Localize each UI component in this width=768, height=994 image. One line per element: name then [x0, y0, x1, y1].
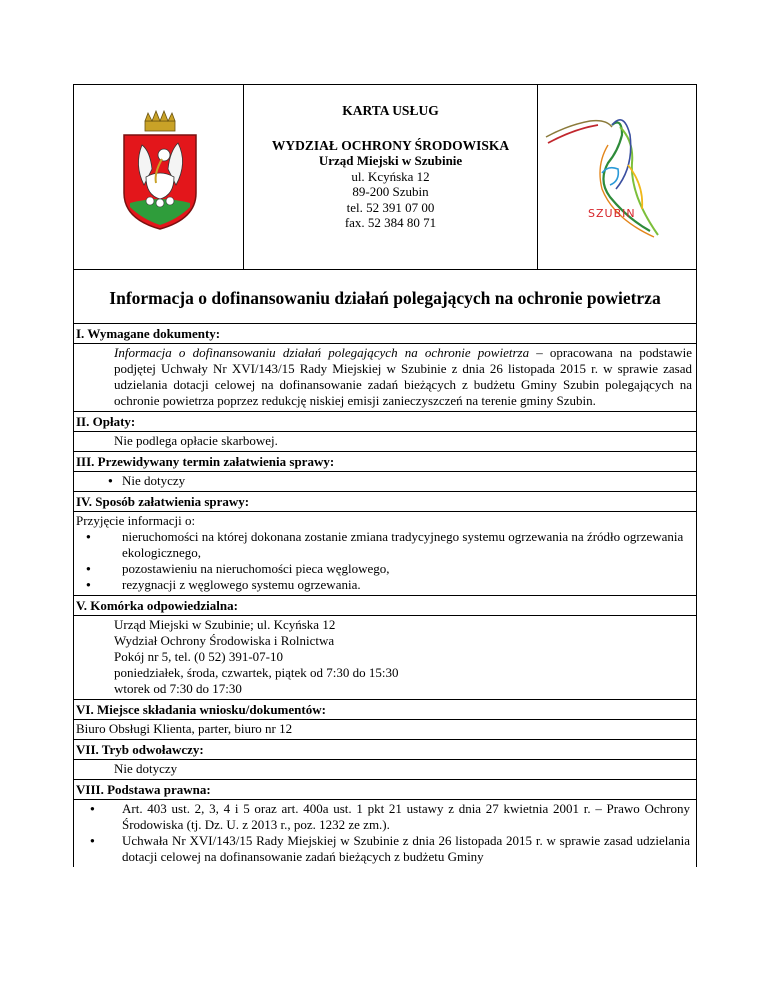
section-7-heading: VII. Tryb odwoławczy:: [76, 742, 204, 757]
fax-number: fax. 52 384 80 71: [344, 215, 437, 230]
section-4-heading-cell: [74, 492, 697, 512]
department-name: WYDZIAŁ OCHRONY ŚRODOWISKA: [271, 137, 510, 153]
office-name: Urząd Miejski w Szubinie: [318, 153, 463, 168]
list-item: ● pozostawieniu na nieruchomości pieca węglowego,: [76, 561, 692, 577]
section-5-body-cell: [74, 616, 697, 700]
section-4-list: [76, 529, 692, 593]
section-6-body: Biuro Obsługi Klienta, parter, biuro nr 12: [76, 721, 293, 736]
section-3-list: [98, 473, 692, 489]
section-2-body: Nie podlega opłacie skarbowej.: [114, 433, 278, 448]
postal-address: 89-200 Szubin: [352, 184, 429, 199]
section-6-body-cell: [74, 720, 697, 740]
section-8-heading-cell: [74, 780, 697, 800]
contact-line: wtorek od 7:30 do 17:30: [114, 681, 242, 696]
section-6-heading: VI. Miejsce składania wniosku/dokumentów:: [76, 702, 326, 717]
section-4-body-cell: [74, 512, 697, 596]
card-title: KARTA USŁUG: [342, 103, 439, 118]
section-8-body-cell: [74, 800, 697, 868]
contact-line: Urząd Miejski w Szubinie; ul. Kcyńska 12: [114, 617, 336, 632]
coat-of-arms-icon: [74, 85, 244, 264]
service-card: [73, 84, 696, 867]
list-item: ● Art. 403 ust. 2, 3, 4 i 5 oraz art. 400a ust. 1 pkt 21 ustawy z dnia 27 kwietnia 2001 r. – Prawo Ochrony Środowiska (tj. Dz. U. z 2013 r., poz. 1232 ze zm.).: [76, 801, 690, 833]
section-3-body-cell: [74, 472, 697, 492]
section-5-heading: V. Komórka odpowiedzialna:: [76, 598, 238, 613]
main-title-cell: [74, 270, 697, 324]
list-item: ● Uchwała Nr XVI/143/15 Rady Miejskiej w Szubinie z dnia 26 listopada 2015 r. w sprawie zasad udzielania dotacji celowej na dofinansowanie zadań bieżących z budżetu Gminy: [76, 833, 690, 865]
list-item: ● rezygnacji z węglowego systemu ogrzewania.: [76, 577, 692, 593]
szubin-logo-text: SZUBIN: [588, 207, 636, 220]
section-1-heading-cell: [74, 324, 697, 344]
section-3-heading: III. Przewidywany termin załatwienia sprawy:: [76, 454, 335, 469]
contact-line: Wydział Ochrony Środowiska i Rolnictwa: [114, 633, 335, 648]
page-title: Informacja o dofinansowaniu działań polegających na ochronie powietrza: [109, 288, 661, 308]
section-2-heading-cell: [74, 412, 697, 432]
section-8-list: [76, 801, 690, 865]
section-5-body: [74, 616, 696, 699]
section-2-body-cell: [74, 432, 697, 452]
section-8-heading: VIII. Podstawa prawna:: [76, 782, 211, 797]
street-address: ul. Kcyńska 12: [351, 168, 430, 184]
section-5-heading-cell: [74, 596, 697, 616]
section-1-heading: I. Wymagane dokumenty:: [76, 326, 221, 341]
section-1-body: [74, 344, 696, 411]
section-1-italic-title: Informacja o dofinansowaniu działań polegających na ochronie powietrza: [114, 345, 530, 360]
header-text-cell: [244, 85, 538, 270]
list-item: ● Nie dotyczy: [98, 473, 692, 489]
card-table: [73, 84, 697, 867]
contact-line: poniedziałek, środa, czwartek, piątek od 7:30 do 15:30: [114, 665, 399, 680]
section-7-body-cell: [74, 760, 697, 780]
phone-number: tel. 52 391 07 00: [346, 199, 435, 215]
list-item: ● nieruchomości na której dokonana zostanie zmiana tradycyjnego systemu ogrzewania na źródło ogrzewania ekologicznego,: [76, 529, 692, 561]
section-2-heading: II. Opłaty:: [76, 414, 136, 429]
section-3-heading-cell: [74, 452, 697, 472]
section-6-heading-cell: [74, 700, 697, 720]
section-7-heading-cell: [74, 740, 697, 760]
section-1-text: – opracowana na podstawie podjętej Uchwały Nr XVI/143/15 Rady Miejskiej w Szubinie z dnia 26 listopada 2015 r. w sprawie zasad udzielania dotacji celowej na dofinansowanie zadań bieżących z budżetu Gminy Szubin polegających na ochronie powietrza poprzez redukcję niskiej emisji zanieczyszczeń na terenie gminy Szubin.: [114, 345, 693, 408]
szubin-heron-logo-icon: [538, 85, 695, 264]
section-7-body: Nie dotyczy: [114, 761, 178, 776]
szubin-logo-cell: [538, 85, 697, 270]
section-1-body-cell: [74, 344, 697, 412]
section-4-heading: IV. Sposób załatwienia sprawy:: [76, 494, 250, 509]
coat-of-arms-cell: [74, 85, 244, 270]
contact-line: Pokój nr 5, tel. (0 52) 391-07-10: [114, 649, 283, 664]
section-4-intro: Przyjęcie informacji o:: [76, 513, 196, 528]
